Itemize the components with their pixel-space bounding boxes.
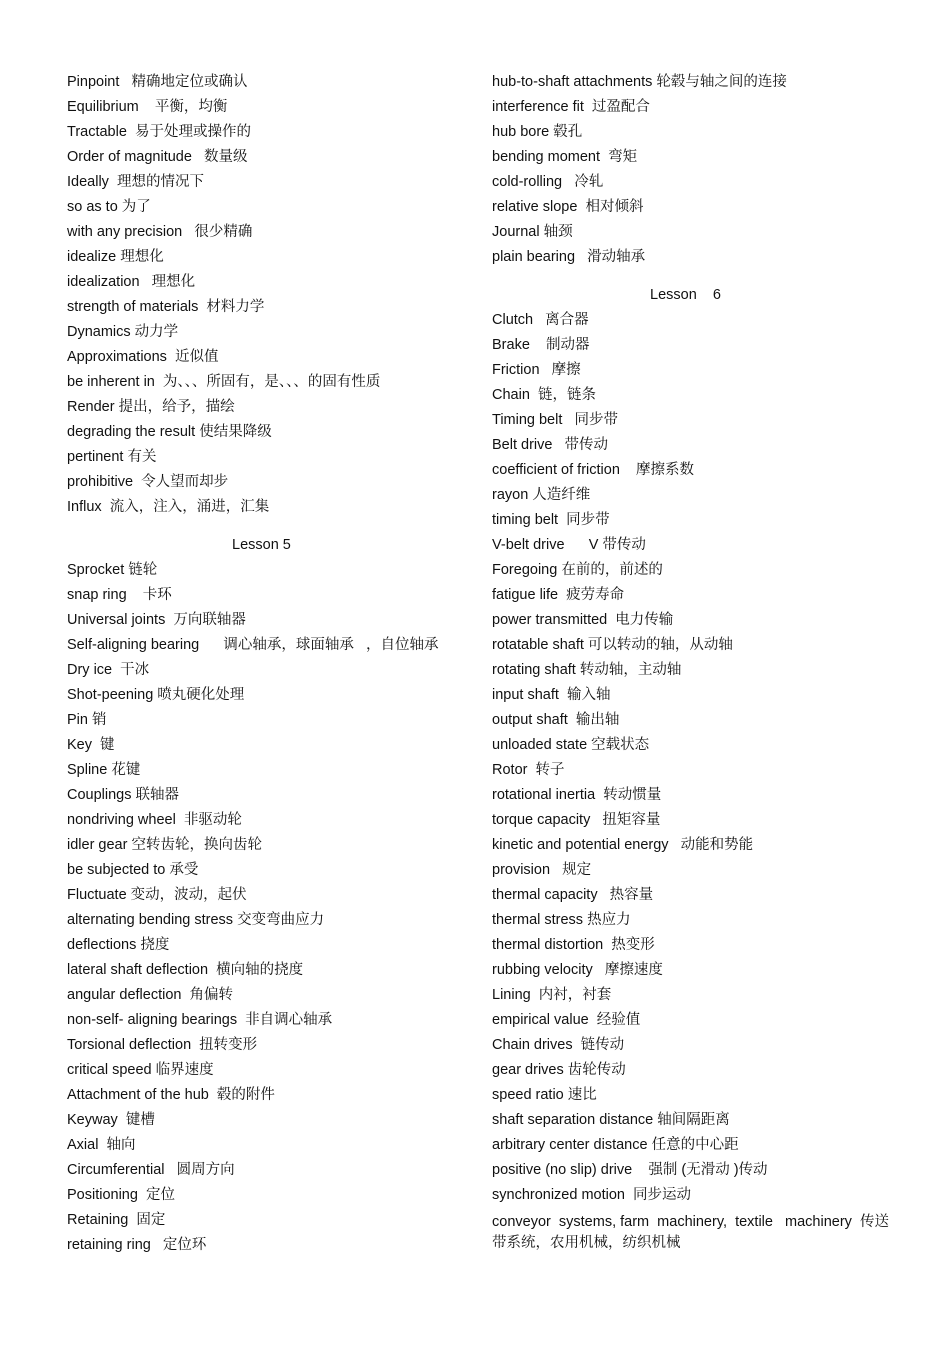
glossary-entry: Pinpoint 精确地定位或确认 <box>67 74 248 90</box>
glossary-entry: nondriving wheel 非驱动轮 <box>67 812 242 828</box>
right-column <box>492 70 892 1254</box>
glossary-entry: Rotor 转子 <box>492 762 565 778</box>
glossary-entry: Pin 销 <box>67 712 107 728</box>
glossary-entry: thermal capacity 热容量 <box>492 887 654 903</box>
glossary-entry: Fluctuate 变动，波动，起伏 <box>67 887 247 903</box>
glossary-entry: Friction 摩擦 <box>492 362 581 378</box>
glossary-entry: lateral shaft deflection 横向轴的挠度 <box>67 962 304 978</box>
glossary-entry: Key 键 <box>67 737 115 753</box>
glossary-entry: arbitrary center distance 任意的中心距 <box>492 1137 739 1153</box>
glossary-entry: Clutch 离合器 <box>492 312 589 328</box>
glossary-entry: input shaft 输入轴 <box>492 687 611 703</box>
glossary-entry: Self-aligning bearing 调心轴承，球面轴承 ，自位轴承 <box>67 637 439 653</box>
glossary-entry: bending moment 弯矩 <box>492 149 638 165</box>
glossary-entry: plain bearing 滑动轴承 <box>492 249 646 265</box>
glossary-entry: rotational inertia 转动惯量 <box>492 787 662 803</box>
glossary-entry: non-self- aligning bearings 非自调心轴承 <box>67 1012 333 1028</box>
glossary-entry: shaft separation distance 轴间隔距离 <box>492 1112 730 1128</box>
glossary-entry: pertinent 有关 <box>67 449 157 465</box>
glossary-entry: be subjected to 承受 <box>67 862 199 878</box>
glossary-entry: rotating shaft 转动轴，主动轴 <box>492 662 682 678</box>
glossary-entry: timing belt 同步带 <box>492 512 610 528</box>
glossary-entry: torque capacity 扭矩容量 <box>492 812 661 828</box>
glossary-entry: empirical value 经验值 <box>492 1012 641 1028</box>
glossary-entry: Couplings 联轴器 <box>67 787 180 803</box>
glossary-entry: be inherent in 为、、、所固有，是、、、的固有性质 <box>67 374 381 390</box>
left-column <box>67 70 462 1258</box>
glossary-entry: Spline 花键 <box>67 762 141 778</box>
glossary-entry: rayon 人造纤维 <box>492 487 591 503</box>
left-glossary-group-1 <box>67 70 462 520</box>
glossary-entry: fatigue life 疲劳寿命 <box>492 587 625 603</box>
glossary-entry: Dynamics 动力学 <box>67 324 179 340</box>
glossary-entry: thermal stress 热应力 <box>492 912 631 928</box>
glossary-entry: unloaded state 空载状态 <box>492 737 650 753</box>
glossary-entry: Equilibrium 平衡，均衡 <box>67 99 228 115</box>
glossary-entry: V-belt drive V 带传动 <box>492 537 646 553</box>
glossary-entry: provision 规定 <box>492 862 592 878</box>
glossary-entry: synchronized motion 同步运动 <box>492 1187 692 1203</box>
lesson-6-heading: Lesson 6 <box>650 287 721 303</box>
glossary-entry: conveyor systems, farm machinery, textile machinery 传送带系统，农用机械，纺织机械 <box>492 1214 889 1251</box>
right-glossary-group-2 <box>492 308 892 1254</box>
glossary-entry: Shot-peening 喷丸硬化处理 <box>67 687 245 703</box>
glossary-entry: so as to 为了 <box>67 199 151 215</box>
glossary-entry: Belt drive 带传动 <box>492 437 609 453</box>
glossary-entry: critical speed 临界速度 <box>67 1062 214 1078</box>
glossary-entry: coefficient of friction 摩擦系数 <box>492 462 694 478</box>
glossary-entry: Foregoing 在前的，前述的 <box>492 562 663 578</box>
glossary-entry: rubbing velocity 摩擦速度 <box>492 962 663 978</box>
glossary-entry: hub-to-shaft attachments 轮毂与轴之间的连接 <box>492 74 787 90</box>
glossary-entry: snap ring 卡环 <box>67 587 172 603</box>
glossary-entry: idealize 理想化 <box>67 249 164 265</box>
glossary-entry: degrading the result 使结果降级 <box>67 424 272 440</box>
glossary-entry: Keyway 键槽 <box>67 1112 155 1128</box>
glossary-entry: Ideally 理想的情况下 <box>67 174 204 190</box>
glossary-entry: Retaining 固定 <box>67 1212 166 1228</box>
glossary-entry: Positioning 定位 <box>67 1187 175 1203</box>
glossary-entry: prohibitive 令人望而却步 <box>67 474 229 490</box>
glossary-entry: Journal 轴颈 <box>492 224 573 240</box>
right-glossary-group-1 <box>492 70 892 270</box>
glossary-entry: kinetic and potential energy 动能和势能 <box>492 837 754 853</box>
glossary-entry: interference fit 过盈配合 <box>492 99 650 115</box>
glossary-entry: Chain 链，链条 <box>492 387 596 403</box>
glossary-entry: alternating bending stress 交变弯曲应力 <box>67 912 325 928</box>
glossary-entry: idler gear 空转齿轮，换向齿轮 <box>67 837 262 853</box>
glossary-entry: speed ratio 速比 <box>492 1087 597 1103</box>
glossary-entry: hub bore 毂孔 <box>492 124 583 140</box>
lesson-5-heading: Lesson 5 <box>232 537 291 553</box>
glossary-entry: output shaft 输出轴 <box>492 712 620 728</box>
glossary-entry: Tractable 易于处理或操作的 <box>67 124 251 140</box>
glossary-entry: Brake 制动器 <box>492 337 590 353</box>
glossary-entry: positive (no slip) drive 强制 (无滑动 )传动 <box>492 1162 768 1178</box>
glossary-entry: Approximations 近似值 <box>67 349 219 365</box>
glossary-entry: gear drives 齿轮传动 <box>492 1062 626 1078</box>
glossary-entry: Dry ice 干冰 <box>67 662 150 678</box>
glossary-entry: rotatable shaft 可以转动的轴，从动轴 <box>492 637 733 653</box>
glossary-entry: idealization 理想化 <box>67 274 196 290</box>
glossary-entry: Universal joints 万向联轴器 <box>67 612 246 628</box>
glossary-entry: Render 提出，给予，描绘 <box>67 399 235 415</box>
left-glossary-group-2 <box>67 558 462 1258</box>
glossary-entry: relative slope 相对倾斜 <box>492 199 644 215</box>
glossary-entry: Attachment of the hub 毂的附件 <box>67 1087 275 1103</box>
glossary-entry: Chain drives 链传动 <box>492 1037 625 1053</box>
glossary-entry: Sprocket 链轮 <box>67 562 158 578</box>
glossary-entry: Torsional deflection 扭转变形 <box>67 1037 258 1053</box>
glossary-entry: Timing belt 同步带 <box>492 412 618 428</box>
glossary-entry: deflections 挠度 <box>67 937 170 953</box>
glossary-entry: thermal distortion 热变形 <box>492 937 655 953</box>
glossary-entry: Axial 轴向 <box>67 1137 136 1153</box>
glossary-entry: cold-rolling 冷轧 <box>492 174 604 190</box>
glossary-entry: retaining ring 定位环 <box>67 1237 207 1253</box>
glossary-entry: angular deflection 角偏转 <box>67 987 234 1003</box>
glossary-entry: Influx 流入，注入，涌进，汇集 <box>67 499 270 515</box>
glossary-entry: with any precision 很少精确 <box>67 224 253 240</box>
glossary-entry: Lining 内衬，衬套 <box>492 987 612 1003</box>
glossary-entry: Circumferential 圆周方向 <box>67 1162 235 1178</box>
glossary-entry: strength of materials 材料力学 <box>67 299 265 315</box>
glossary-entry: power transmitted 电力传输 <box>492 612 674 628</box>
glossary-entry: Order of magnitude 数量级 <box>67 149 248 165</box>
